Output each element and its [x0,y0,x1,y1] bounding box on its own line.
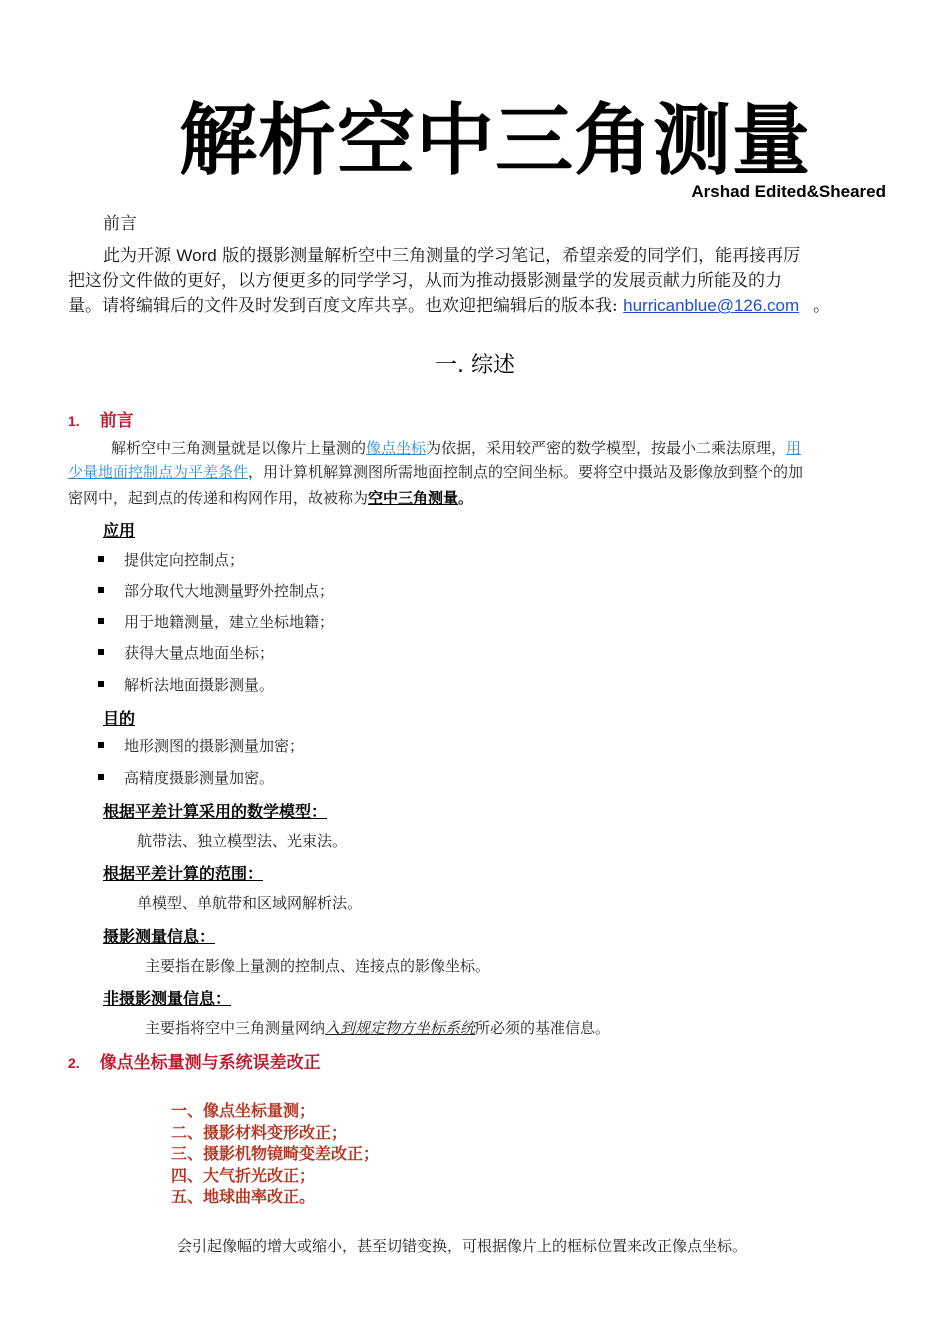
image-coordinate-link[interactable]: 像点坐标 [366,439,427,457]
list-item: 地形测图的摄影测量加密； [98,735,304,756]
non-photogrammetric-info-heading: 非摄影测量信息： [103,989,232,1008]
document-title: 解析空中三角测量 [178,96,811,186]
preface-line-2: 把这份文件做的更好，以方便更多的同学学习，从而为推动摄影测量学的发展贡献力所能及的力 [68,271,782,291]
section-1-para-line-1: 解析空中三角测量就是以像片上量测的像点坐标为依据，采用较严密的数学模型，按最小二乘法原理，用 [111,439,802,457]
math-model-heading: 根据平差计算采用的数学模型： [103,802,328,821]
math-model-text: 航带法、独立模型法、光束法。 [137,832,348,850]
preface-heading: 前言 [103,214,137,234]
list-item: 获得大量点地面坐标； [98,642,274,663]
preface-line-1: 此为开源 Word 版的摄影测量解析空中三角测量的学习笔记，希望亲爱的同学们，能再接再厉 [103,246,801,266]
chapter-heading: 一. 综述 [435,353,515,378]
photogrammetric-info-heading: 摄影测量信息： [103,927,216,946]
purpose-heading: 目的 [103,709,136,728]
list-item: 四、大气折光改正； [171,1165,316,1185]
range-text: 单模型、单航带和区域网解析法。 [137,894,363,912]
list-item: 解析法地面摄影测量。 [98,674,274,695]
email-link[interactable]: hurricanblue@126.com [623,296,800,315]
list-item: 提供定向控制点； [98,549,244,570]
list-item: 用于地籍测量，建立坐标地籍； [98,611,334,632]
list-item: 一、像点坐标量测； [171,1101,316,1120]
list-item: 三、摄影机物镜畸变差改正； [171,1144,380,1163]
list-item: 五、地球曲率改正。 [171,1187,316,1206]
photogrammetric-info-text: 主要指在影像上量测的控制点、连接点的影像坐标。 [145,957,491,975]
section-number: 2. [68,1055,80,1071]
section-1-heading: 1. 前言 [68,411,134,431]
author-credit: Arshad Edited&Sheared [691,182,886,201]
range-heading: 根据平差计算的范围： [103,864,264,883]
section-1-para-line-3: 密网中，起到点的传递和构网作用，故被称为空中三角测量。 [68,489,474,507]
non-photogrammetric-info-text: 主要指将空中三角测量网纳入到规定物方坐标系统所必须的基准信息。 [145,1019,611,1037]
application-heading: 应用 [103,521,136,540]
control-point-link[interactable]: 少量地面控制点为平差条件 [68,463,249,481]
section-2-note: 会引起像幅的增大或缩小，甚至切错变换，可根据像片上的框标位置来改正像点坐标。 [177,1237,748,1255]
section-1-para-line-2: 少量地面控制点为平差条件，用计算机解算测图所需地面控制点的空间坐标。要将空中摄站及影像放到整个的加 [68,463,804,481]
preface-line-3: 量。请将编辑后的文件及时发到百度文库共享。也欢迎把编辑后的版本我: hurricanblue@126.com 。 [68,296,831,316]
section-2-heading: 2. 像点坐标量测与系统误差改正 [68,1053,321,1073]
section-number: 1. [68,413,80,429]
list-item: 二、摄影材料变形改正； [171,1122,348,1142]
list-item: 高精度摄影测量加密。 [98,767,274,788]
list-item: 部分取代大地测量野外控制点； [98,580,334,601]
control-point-link-part[interactable]: 用 [786,439,802,457]
correction-list [171,1100,379,1208]
